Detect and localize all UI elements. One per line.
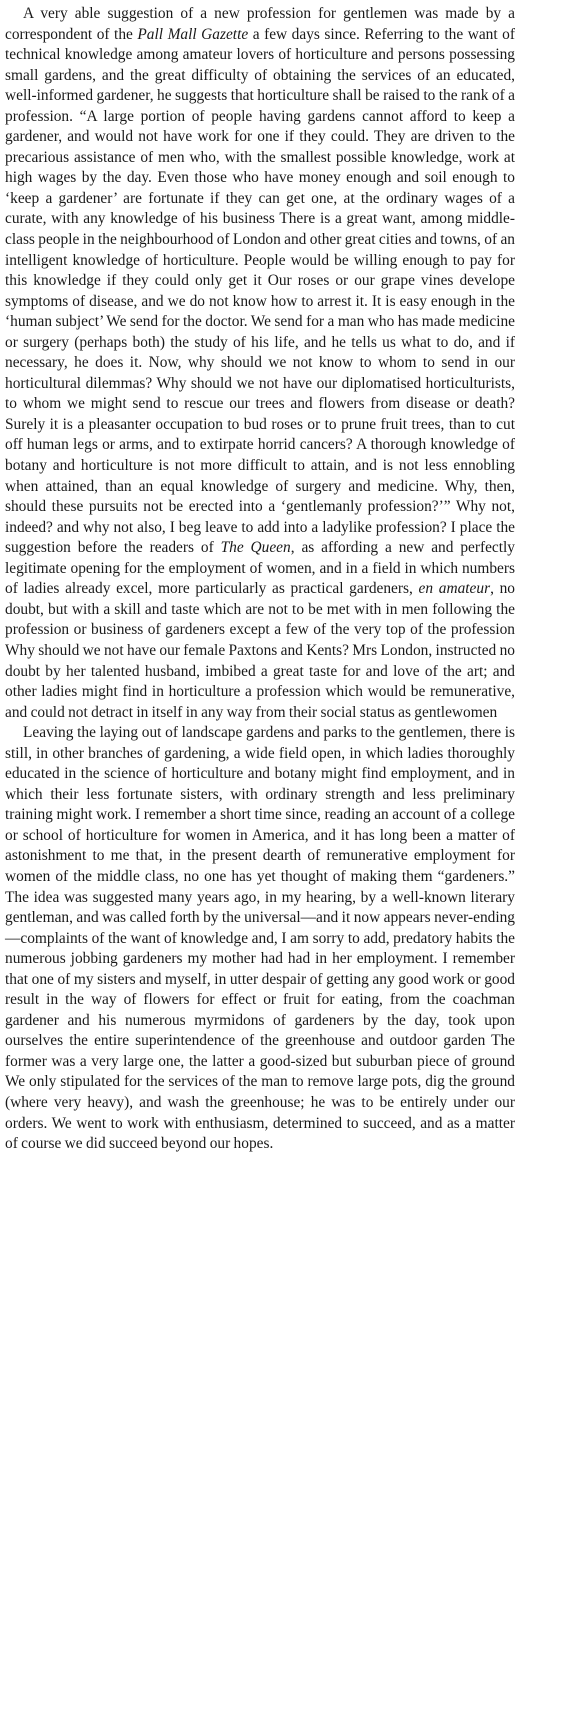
text-run: a few days since. Referring to the want of technical knowledge among amateur lovers of horticulture and persons possessing small gardens, and the great difficulty of obtaining the services of an educated, well-informed gardener, he suggests that horticulture shall be raised to the rank of a profession. “A large portion of people having gardens cannot afford to keep a gardener, and would not have work for one if they could. They are driven to the precarious assistance of men who, with the smallest possible knowledge, work at high wages by the day. Even those who have money enough and soil enough to ‘keep a gardener’ are fortunate if they can get one, at the ordinary wages of a curate, with any knowledge of his business There is a great want, among middle-class people in the neighbourhood of London and other great cities and towns, of an intelligent knowledge of horticulture. People would be willing enough to pay for this knowledge if they could only get it Our roses or our grape vines develope symptoms of disease, and we do not know how to arrest it. It is easy enough in the ‘human subject’ We send for the doctor. We send for a man who has made medicine or surgery (perhaps both) the study of his life, and he tells us what to do, and if necessary, he does it. Now, why should we not know to whom to send in our horticultural dilemmas? Why should we not have our diplomatised horticulturists, to whom we might send to rescue our trees and flowers from disease or death? Surely it is a pleasanter occupation to bud roses or to prune fruit trees, than to cut off human legs or arms, and to extirpate horrid cancers? A thorough knowledge of botany and horticulture is not more difficult to attain, and is not less ennobling when attained, than an equal knowledge of surgery and medicine. Why, then, should these pursuits not be erected into a ‘gentlemanly profession?’” Why not, indeed? and why not also, I beg leave to add into a ladylike profession? I place the suggestion before the readers of: [5, 25, 515, 557]
text-run: Leaving the laying out of landscape gardens and parks to the gentlemen, there is still, in other branches of gardening, a wide field open, in which ladies thoroughly educated in the science of horticulture and botany might find employment, and in which their less fortunate sisters, with ordinary strength and less preliminary training might work. I remember a short time since, reading an account of a college or school of horticulture for women in America, and it has long been a matter of astonishment to me that, in the present dearth of remunerative employment for women of the middle class, no one has yet thought of making them “gardeners.” The idea was suggested many years ago, in my hearing, by a well-known literary gentleman, and was called forth by the universal—and it now appears never-ending—complaints of the want of knowledge and, I am sorry to add, predatory habits the numerous jobbing gardeners my mother had had in her employment. I remember that one of my sisters and myself, in utter despair of getting any good work or good result in the way of flowers for effect or fruit for eating, from the coachman gardener and his numerous myrmidons of gardeners by the day, took upon ourselves the entire superintendence of the greenhouse and outdoor garden The former was a very large one, the latter a good-sized but suburban piece of ground We only stipulated for the services of the man to remove large pots, dig the ground (where very heavy), and wash the greenhouse; he was to be entirely under our orders. We went to work with enthusiasm, determined to succeed, and as a matter of course we did succeed beyond our hopes.: [5, 724, 515, 1153]
text-run: , as affording a new and perfectly legitimate opening for the employment of women, and in a field in which numbers of ladies already excel, more particularly as practical gardeners,: [5, 539, 516, 598]
paragraph-1: [5, 4, 515, 723]
phrase-en-amateur: en amateur: [418, 580, 491, 598]
publication-title-pall-mall-gazette: Pall Mall Gazette: [137, 25, 249, 43]
text-run: A very able suggestion of a new profession for gentlemen was made by a correspondent of the: [5, 5, 515, 43]
article-column: [5, 4, 515, 1155]
paragraph-2: [5, 723, 515, 1154]
publication-title-the-queen: The Queen: [220, 539, 291, 557]
text-run: , no doubt, but with a skill and taste which are not to be met with in men following the profession or business of gardeners except a few of the very top of the profession Why should we not have our female Paxtons and Kents? Mrs London, instructed no doubt by her talented husband, imbibed a great taste for and love of the art; and other ladies might find in horticulture a profession which would be remunerative, and could not detract in itself in any way from their social status as gentlewomen: [5, 580, 515, 721]
